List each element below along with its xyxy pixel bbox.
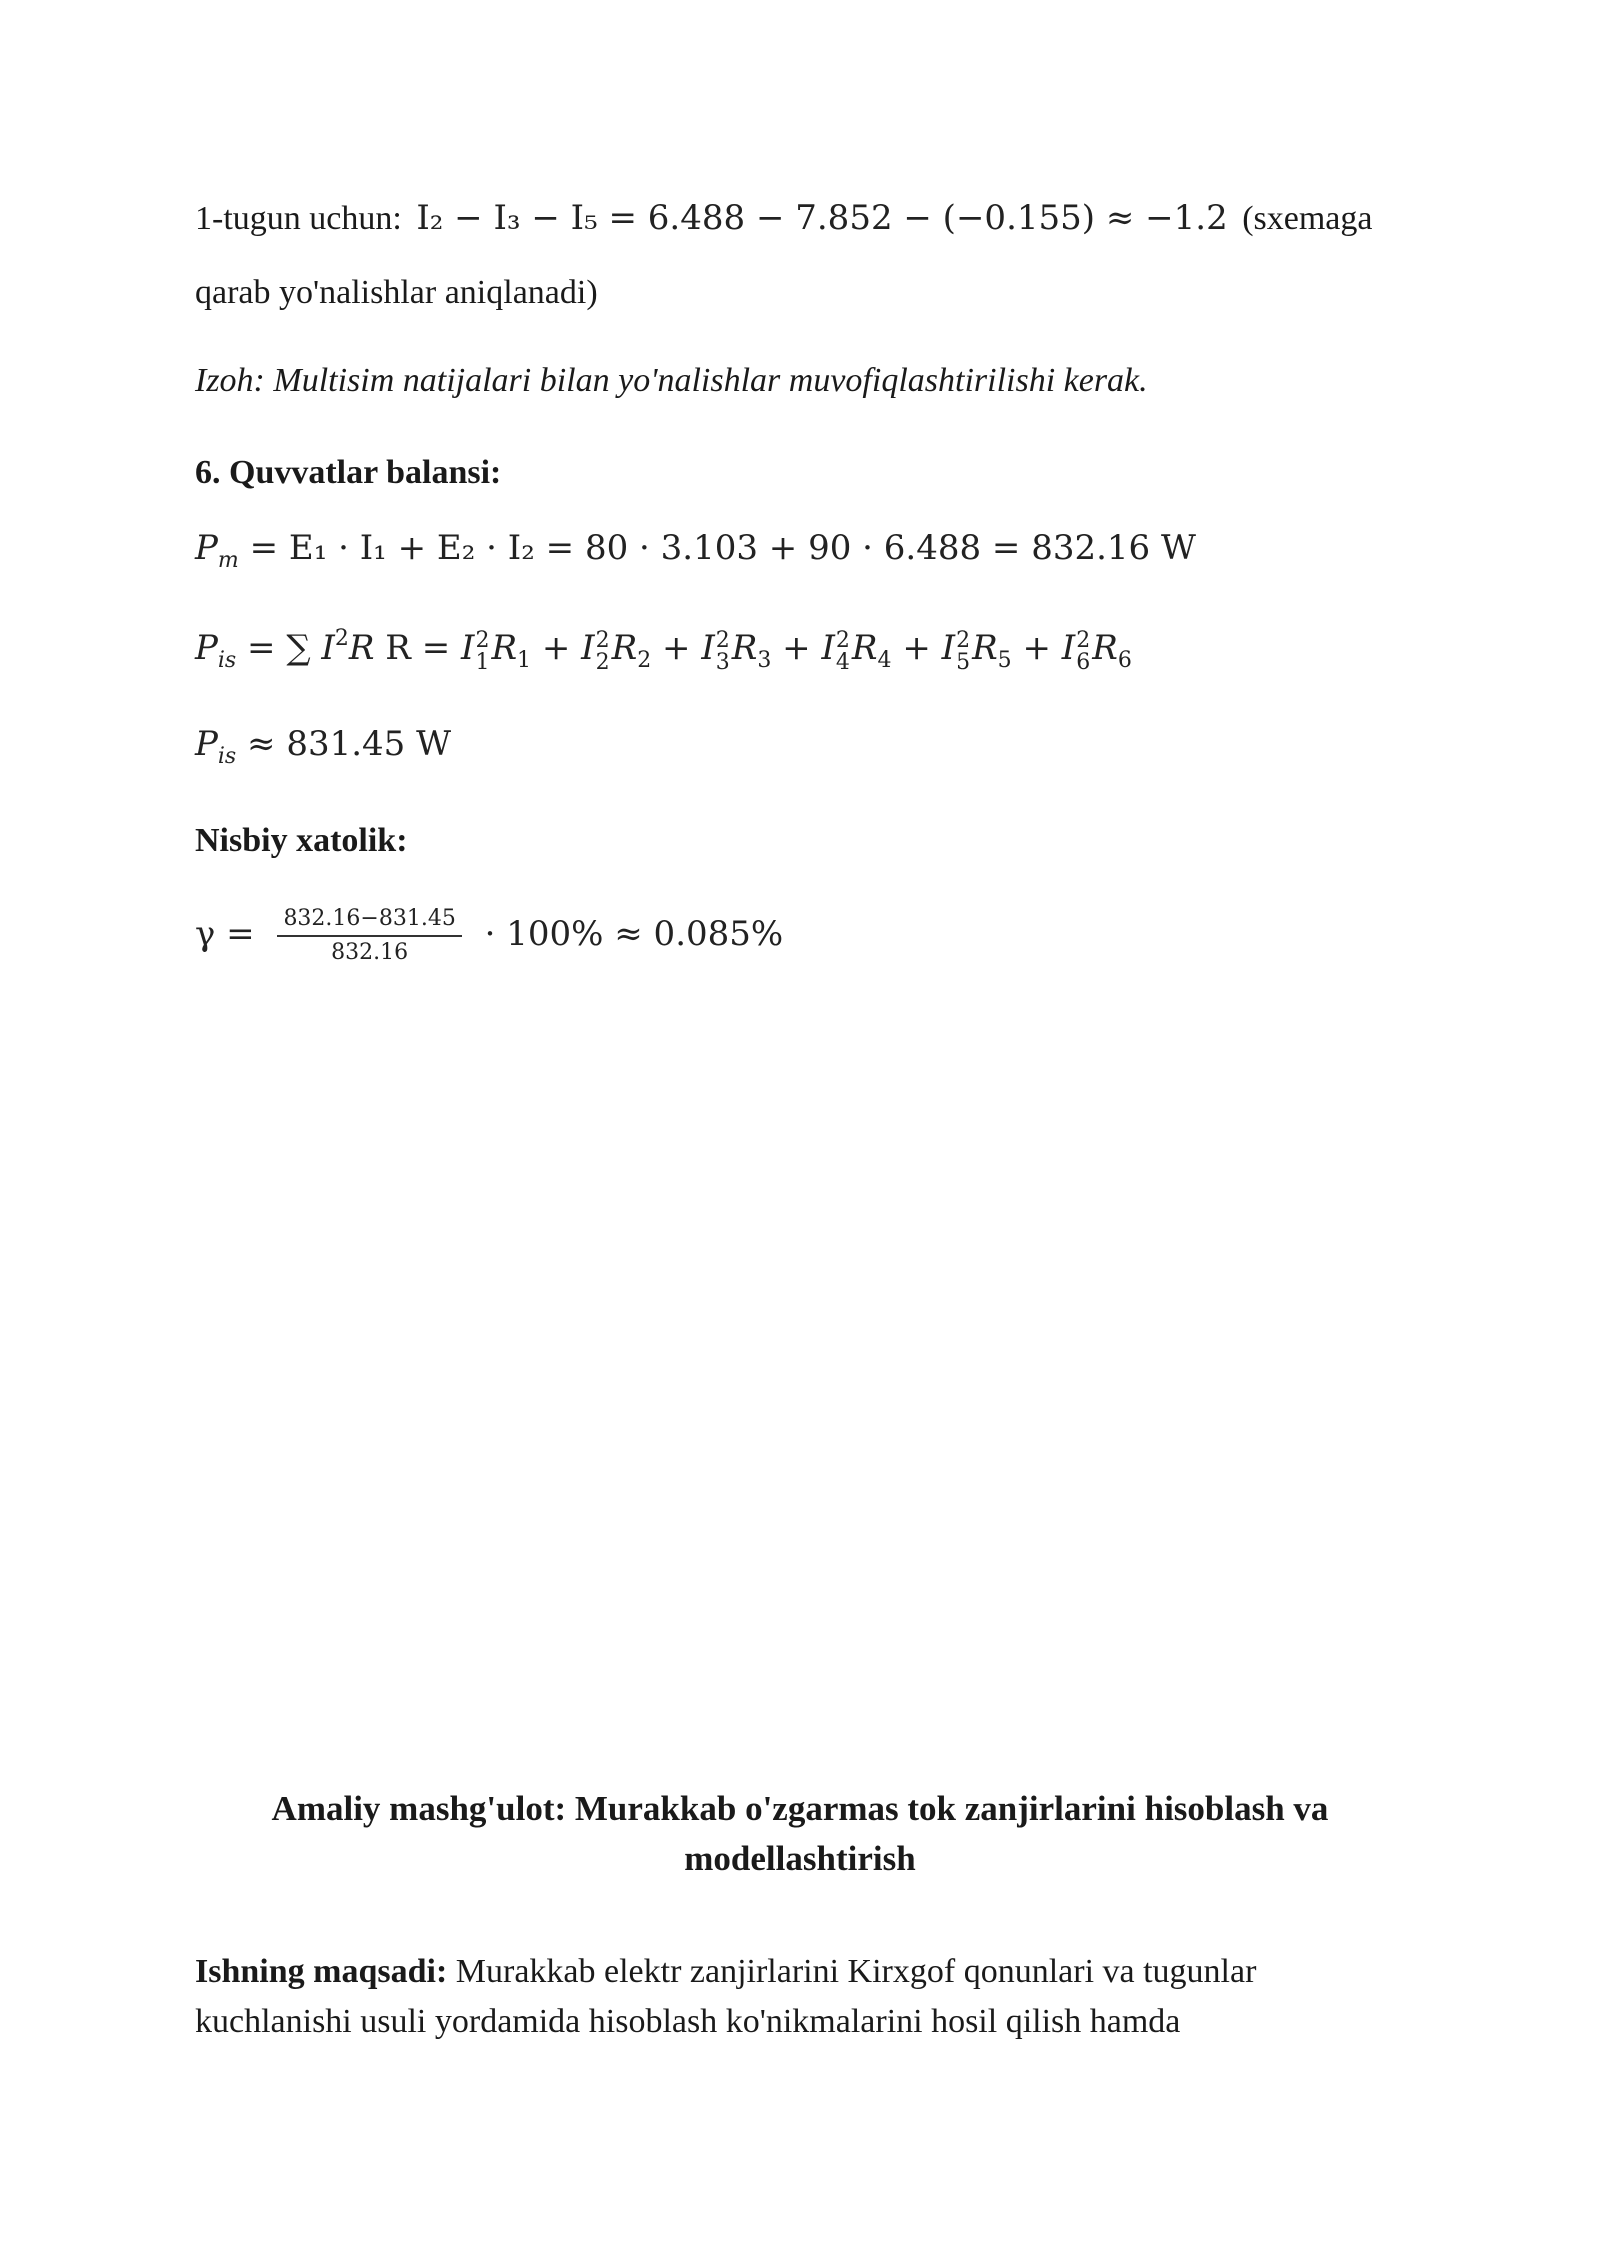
goal-paragraph — [195, 1947, 1405, 2047]
consumer-power-equals: R = — [385, 628, 451, 668]
section-title-line1: Amaliy mashg'ulot: Murakkab o'zgarmas tok zanjirlarini hisoblash va — [271, 1789, 1329, 1828]
fraction-numerator: 832.16−831.45 — [277, 905, 461, 937]
node-check-paragraph — [195, 193, 1405, 244]
section-title — [195, 1784, 1405, 1884]
relative-error-fraction — [277, 905, 461, 967]
note-text: Izoh: Multisim natijalari bilan yo'nalishlar muvofiqlashtirilishi kerak. — [195, 362, 1148, 399]
node-check-continuation — [195, 268, 1405, 318]
consumer-power-equation: $P_{is}$ = ∑ $I^2R$ R = I 2 1 $R_1 + I$ 2 2 $R_2 + I$ 2 3 $R_3 + I$ 2 4 $R_4 + I$ 2 5 $R_5 + I$ 2 6 $R_6$ — [195, 626, 1132, 675]
node-check-equation: I₂ − I₃ − I₅ = 6.488 − 7.852 − (−0.155) ≈ −1.2 — [416, 198, 1228, 238]
goal-text-line2: kuchlanishi usuli yordamida hisoblash ko'nikmalarini hosil qilish hamda — [195, 2003, 1181, 2040]
goal-label: Ishning maqsadi: — [195, 1953, 448, 1990]
relative-error-result: · 100% ≈ 0.085% — [484, 914, 784, 954]
consumer-power-value: ≈ 831.45 W — [247, 724, 452, 764]
consumer-power-result: $P_{is} \approx 831.45$ W — [195, 724, 452, 769]
power-balance-heading: 6. Quvvatlar balansi: — [195, 454, 502, 491]
source-power-expression: = E₁ · I₁ + E₂ · I₂ = 80 · 3.103 + 90 · 6.488 = 832.16 W — [249, 528, 1196, 568]
node-check-suffix-line2: qarab yo'nalishlar aniqlanadi) — [195, 274, 598, 311]
consumer-power-sum: = ∑ — [247, 628, 311, 668]
source-power-equation: $P_m = E_1 \cdot I_1 + E_2 \cdot I_2 = 80 \cdot 3.103 + 90 \cdot 6.488 = 832.16$ W — [195, 528, 1196, 573]
section-title-line2: modellashtirish — [684, 1839, 916, 1878]
goal-text-line1: Murakkab elektr zanjirlarini Kirxgof qonunlari va tugunlar — [455, 1953, 1257, 1990]
gamma-symbol: γ = — [195, 914, 255, 954]
node-check-suffix: (sxemaga — [1242, 200, 1373, 237]
fraction-denominator: 832.16 — [331, 940, 409, 965]
node-check-prefix: 1-tugun uchun: — [195, 200, 402, 237]
relative-error-heading: Nisbiy xatolik: — [195, 822, 408, 859]
relative-error-equation — [195, 905, 1405, 967]
